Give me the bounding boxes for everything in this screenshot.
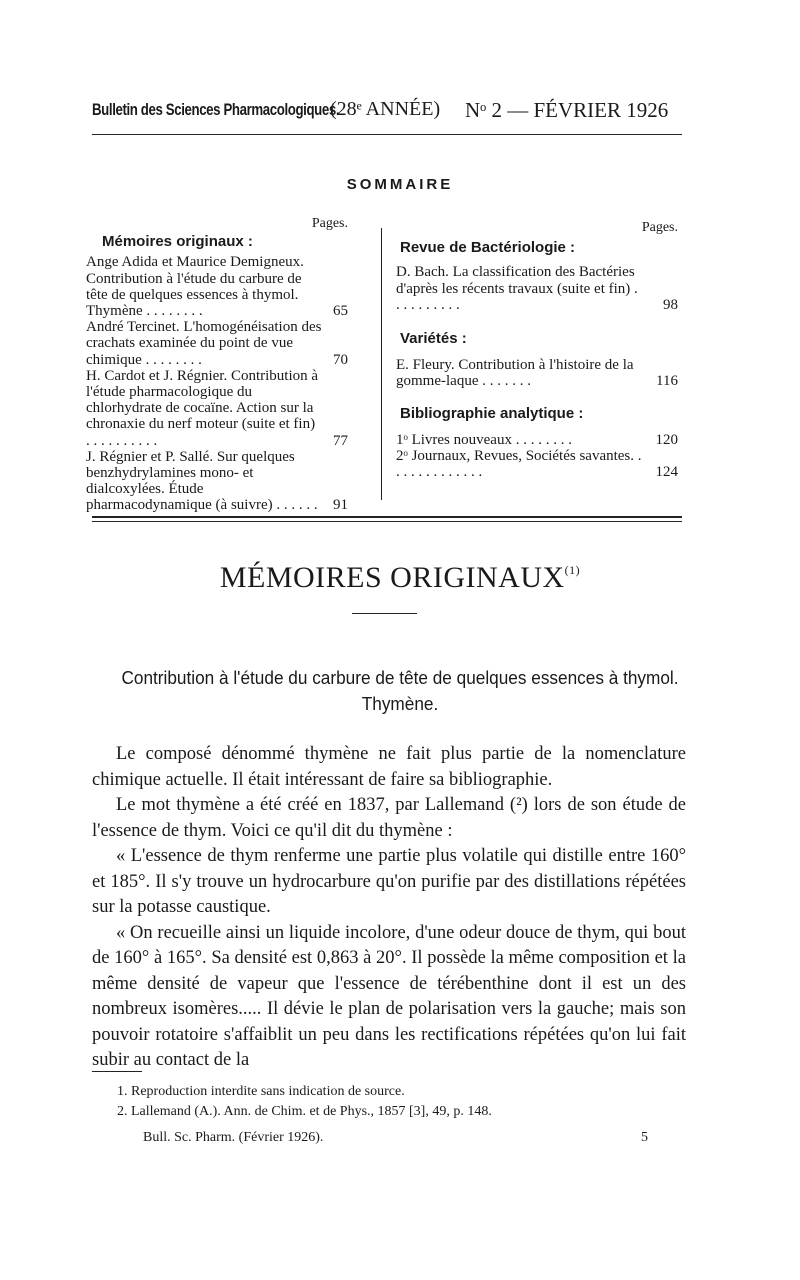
toc-page: 116 (656, 373, 678, 390)
toc-entry: André Tercinet. L'homogénéisation des crachats examinée du point de vue chimique . . . . . . . . 70 (86, 319, 348, 368)
toc-entry: Ange Adida et Maurice Demigneux. Contribution à l'étude du carbure de tête de quelques essences à thymol. Thymène . . . . . . . . 65 (86, 254, 348, 320)
toc-page: 124 (655, 464, 678, 481)
section-heading: MÉMOIRES ORIGINAUX$^{(1)}$ (219, 561, 581, 594)
section-title: Revue de Bactériologie : (400, 239, 576, 257)
toc-page: 98 (663, 296, 678, 313)
sommaire-left-column (86, 216, 348, 514)
double-rule-bottom (92, 521, 682, 522)
toc-entry: 2ᵒ Journaux, Revues, Sociétés savantes. . . . . . . . . . . . . . 124 (396, 448, 678, 481)
column-divider (381, 228, 382, 500)
toc-page: 65 (333, 303, 348, 320)
toc-page: 91 (333, 497, 348, 514)
page-number: 5 (641, 1130, 648, 1145)
toc-entry: E. Fleury. Contribution à l'histoire de la gomme-laque . . . . . . . 116 (396, 357, 678, 390)
section-title: Bibliographie analytique : (400, 404, 584, 422)
pages-label-left: Pages. (311, 216, 348, 231)
toc-page: 77 (333, 432, 348, 449)
double-rule-top (92, 516, 682, 518)
paragraph: « L'essence de thym renferme une partie plus volatile qui distille entre 160° et 185°. Il s'y trouve un hydrocarbure qu'on purifie par des distillations répétées sur la potasse caustique. (92, 846, 686, 917)
toc-page: 120 (655, 431, 678, 448)
journal-name: Bulletin des Sciences Pharmacologiques. (92, 100, 340, 119)
toc-entry: D. Bach. La classification des Bactéries d'après les récents travaux (suite et fin) . . . . . . . . . . 98 (396, 264, 678, 313)
title-underline (352, 613, 417, 614)
toc-entry: H. Cardot et J. Régnier. Contribution à l'étude pharmacologique du chlorhydrate de cocaïne. Action sur la chronaxie du nerf moteur (suite et fin) . . . . . . . . . . 77 (86, 367, 348, 449)
article-body (92, 742, 686, 1074)
section-title: Mémoires originaux : (102, 233, 253, 251)
paragraph: « On recueille ainsi un liquide incolore, d'une odeur douce de thym, qui bout de 160° à 165°. Sa densité est 0,863 à 20°. Il possède la même composition et la même densité de vapeur que l'essence de térébenthine dont il est un des nombreux isomères..... Il dévie le plan de polarisation vers la gauche; mais son pouvoir rotatoire s'affaiblit un peu dans les rectifications répétées qu'on lui fait subir au contact de la (92, 922, 686, 1070)
article-title: Contribution à l'étude du carbure de tête de quelques essences à thymol. Thymène. (121, 667, 679, 714)
pages-label-right: Pages. (641, 220, 678, 235)
sommaire-right-column (396, 220, 678, 480)
footer-citation: Bull. Sc. Pharm. (Février 1926). (143, 1130, 324, 1145)
sommaire-title: SOMMAIRE (346, 176, 454, 193)
running-header (92, 96, 682, 132)
footnote: 2. Lallemand (A.). Ann. de Chim. et de Phys., 1857 [3], 49, p. 148. (117, 1104, 492, 1119)
issue-label: Nᵒ 2 — FÉVRIER 1926 (465, 98, 669, 122)
footnote-ref: (1) (564, 563, 581, 577)
year-label: (28ᵉ ANNÉE) (330, 98, 441, 120)
footnote-rule (92, 1071, 142, 1072)
header-rule (92, 134, 682, 135)
section-title: Variétés : (400, 330, 467, 348)
toc-page: 70 (333, 351, 348, 368)
paragraph: Le mot thymène a été créé en 1837, par Lallemand (²) lors de son étude de l'essence de thym. Voici ce qu'il dit du thymène : (92, 795, 686, 841)
toc-entry: J. Régnier et P. Sallé. Sur quelques benzhydrylamines mono- et dialcoxylées. Étude pharmacodynamique (à suivre) . . . . . . 91 (86, 448, 348, 514)
footnote: 1. Reproduction interdite sans indication de source. (117, 1084, 405, 1099)
toc-entry: 1ᵒ Livres nouveaux . . . . . . . . 120 (396, 431, 678, 448)
paragraph: Le composé dénommé thymène ne fait plus partie de la nomenclature chimique actuelle. Il était intéressant de faire sa bibliographie. (92, 744, 686, 790)
